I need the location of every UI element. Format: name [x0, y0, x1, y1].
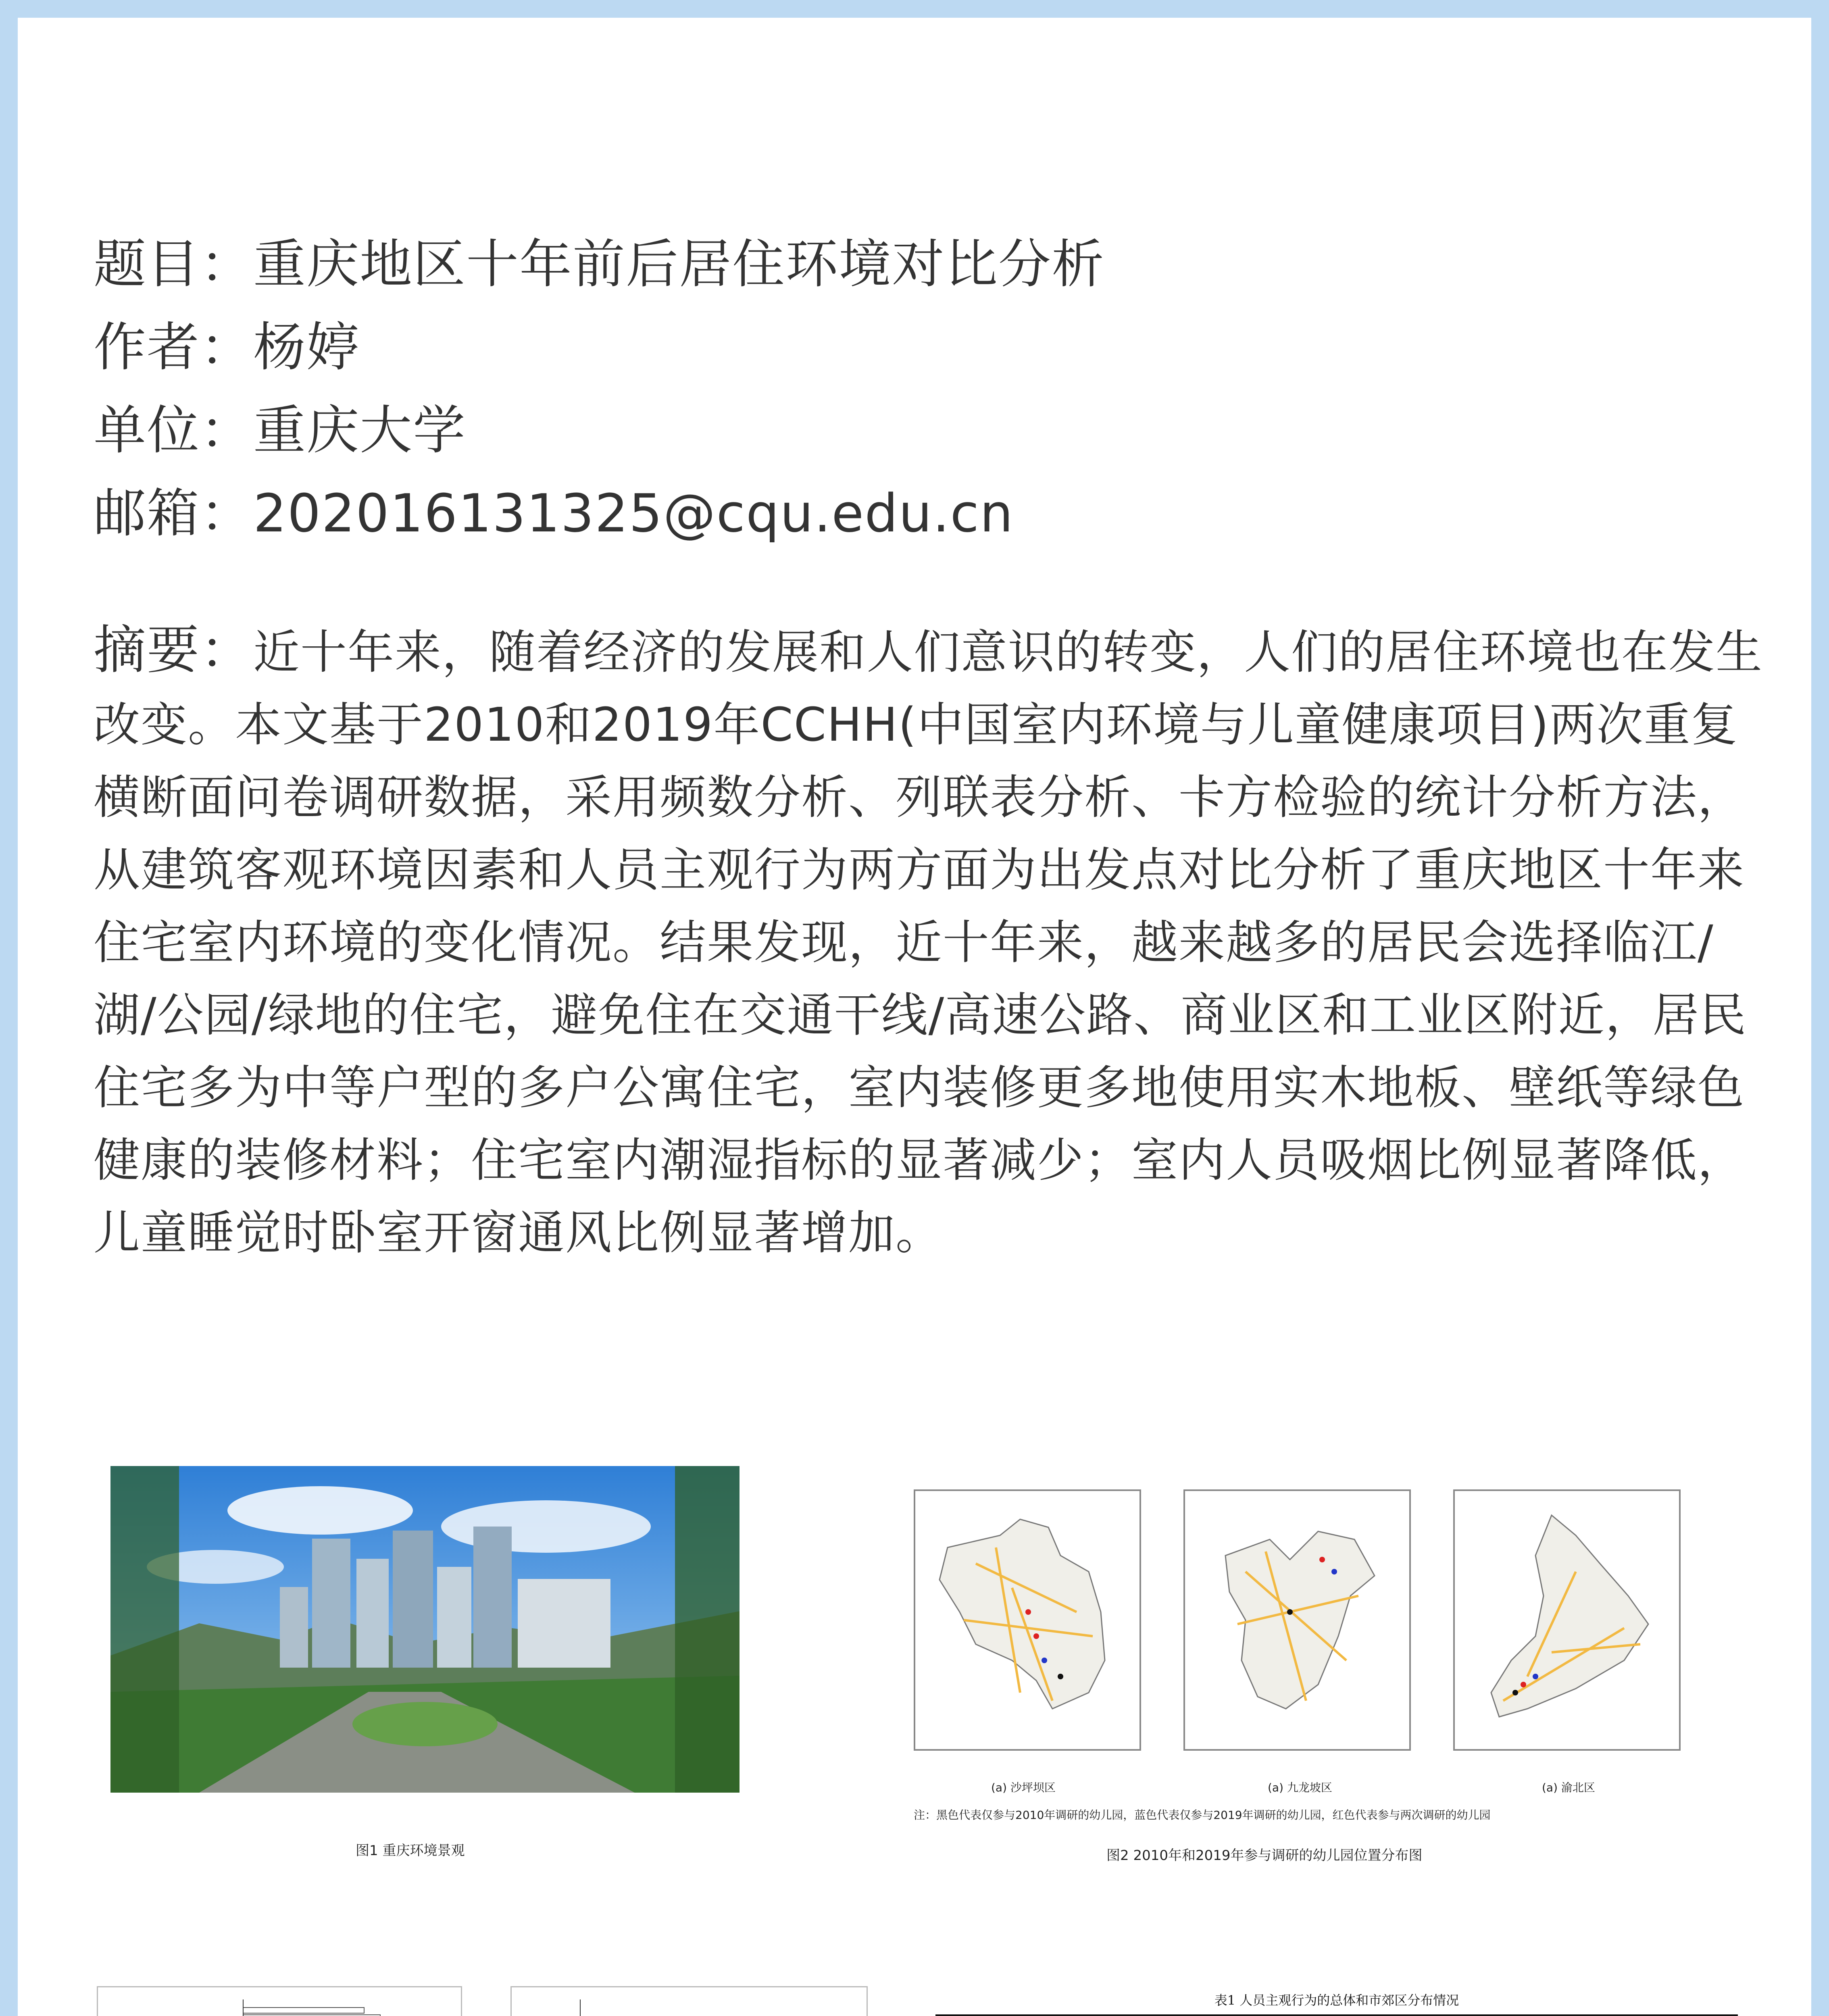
chart-panel-a	[97, 1986, 462, 2016]
chart-panel-b	[510, 1986, 868, 2016]
landscape-illustration	[110, 1466, 740, 1793]
map-jiulongpo-drawing	[1185, 1491, 1409, 1749]
map-label-b: (a) 九龙坡区	[1268, 1781, 1332, 1794]
map-label-a: (a) 沙坪坝区	[991, 1781, 1056, 1794]
chongqing-landscape-photo	[110, 1466, 740, 1793]
poster-page	[18, 18, 1811, 2016]
chart-a-bars	[98, 1987, 461, 2016]
map-jiulongpo	[1183, 1489, 1411, 1751]
map-yubei	[1453, 1489, 1681, 1751]
abstract-paragraph	[94, 614, 1771, 1269]
email-line: 邮箱：202016131325@cqu.edu.cn	[94, 483, 1014, 544]
fig2-note: 注：黑色代表仅参与2010年调研的幼儿园，蓝色代表仅参与2019年调研的幼儿园，红色代表参与两次调研的幼儿园	[914, 1808, 1491, 1822]
abstract-text: 近十年来，随着经济的发展和人们意识的转变，人们的居住环境也在发生改变。本文基于2010和2019年CCHH(中国室内环境与儿童健康项目)两次重复横断面问卷调研数据，采用频数分析、列联表分析、卡方检验的统计分析方法，从建筑客观环境因素和人员主观行为两方面为出发点对比分析了重庆地区十年来住宅室内环境的变化情况。结果发现，近十年来，越来越多的居民会选择临江/湖/公园/绿地的住宅，避免住在交通干线/高速公路、商业区和工业区附近，居民住宅多为中等户型的多户公寓住宅，室内装修更多地使用实木地板、壁纸等绿色健康的装修材料；住宅室内潮湿指标的显著减少；室内人员吸烟比例显著降低，儿童睡觉时卧室开窗通风比例显著增加。	[94, 625, 1763, 1260]
fig1-caption: 图1 重庆环境景观	[356, 1843, 465, 1859]
table1	[935, 1990, 1738, 2016]
header-block	[94, 223, 1105, 555]
abstract-lead: 摘要：	[94, 619, 254, 681]
affiliation-line: 单位：重庆大学	[94, 400, 467, 461]
author-line: 作者：杨婷	[94, 317, 360, 378]
table1-grid	[935, 2014, 1738, 2016]
fig2-caption: 图2 2010年和2019年参与调研的幼儿园位置分布图	[1106, 1847, 1423, 1864]
chart-b-bars	[512, 1987, 867, 2016]
map-yubei-drawing	[1455, 1491, 1679, 1749]
map-shapingba	[914, 1489, 1141, 1751]
paper-title: 题目：重庆地区十年前后居住环境对比分析	[94, 233, 1105, 295]
map-label-c: (a) 渝北区	[1542, 1781, 1595, 1794]
map-shapingba-drawing	[915, 1491, 1139, 1749]
table1-title: 表1 人员主观行为的总体和市郊区分布情况	[1214, 1993, 1459, 2008]
